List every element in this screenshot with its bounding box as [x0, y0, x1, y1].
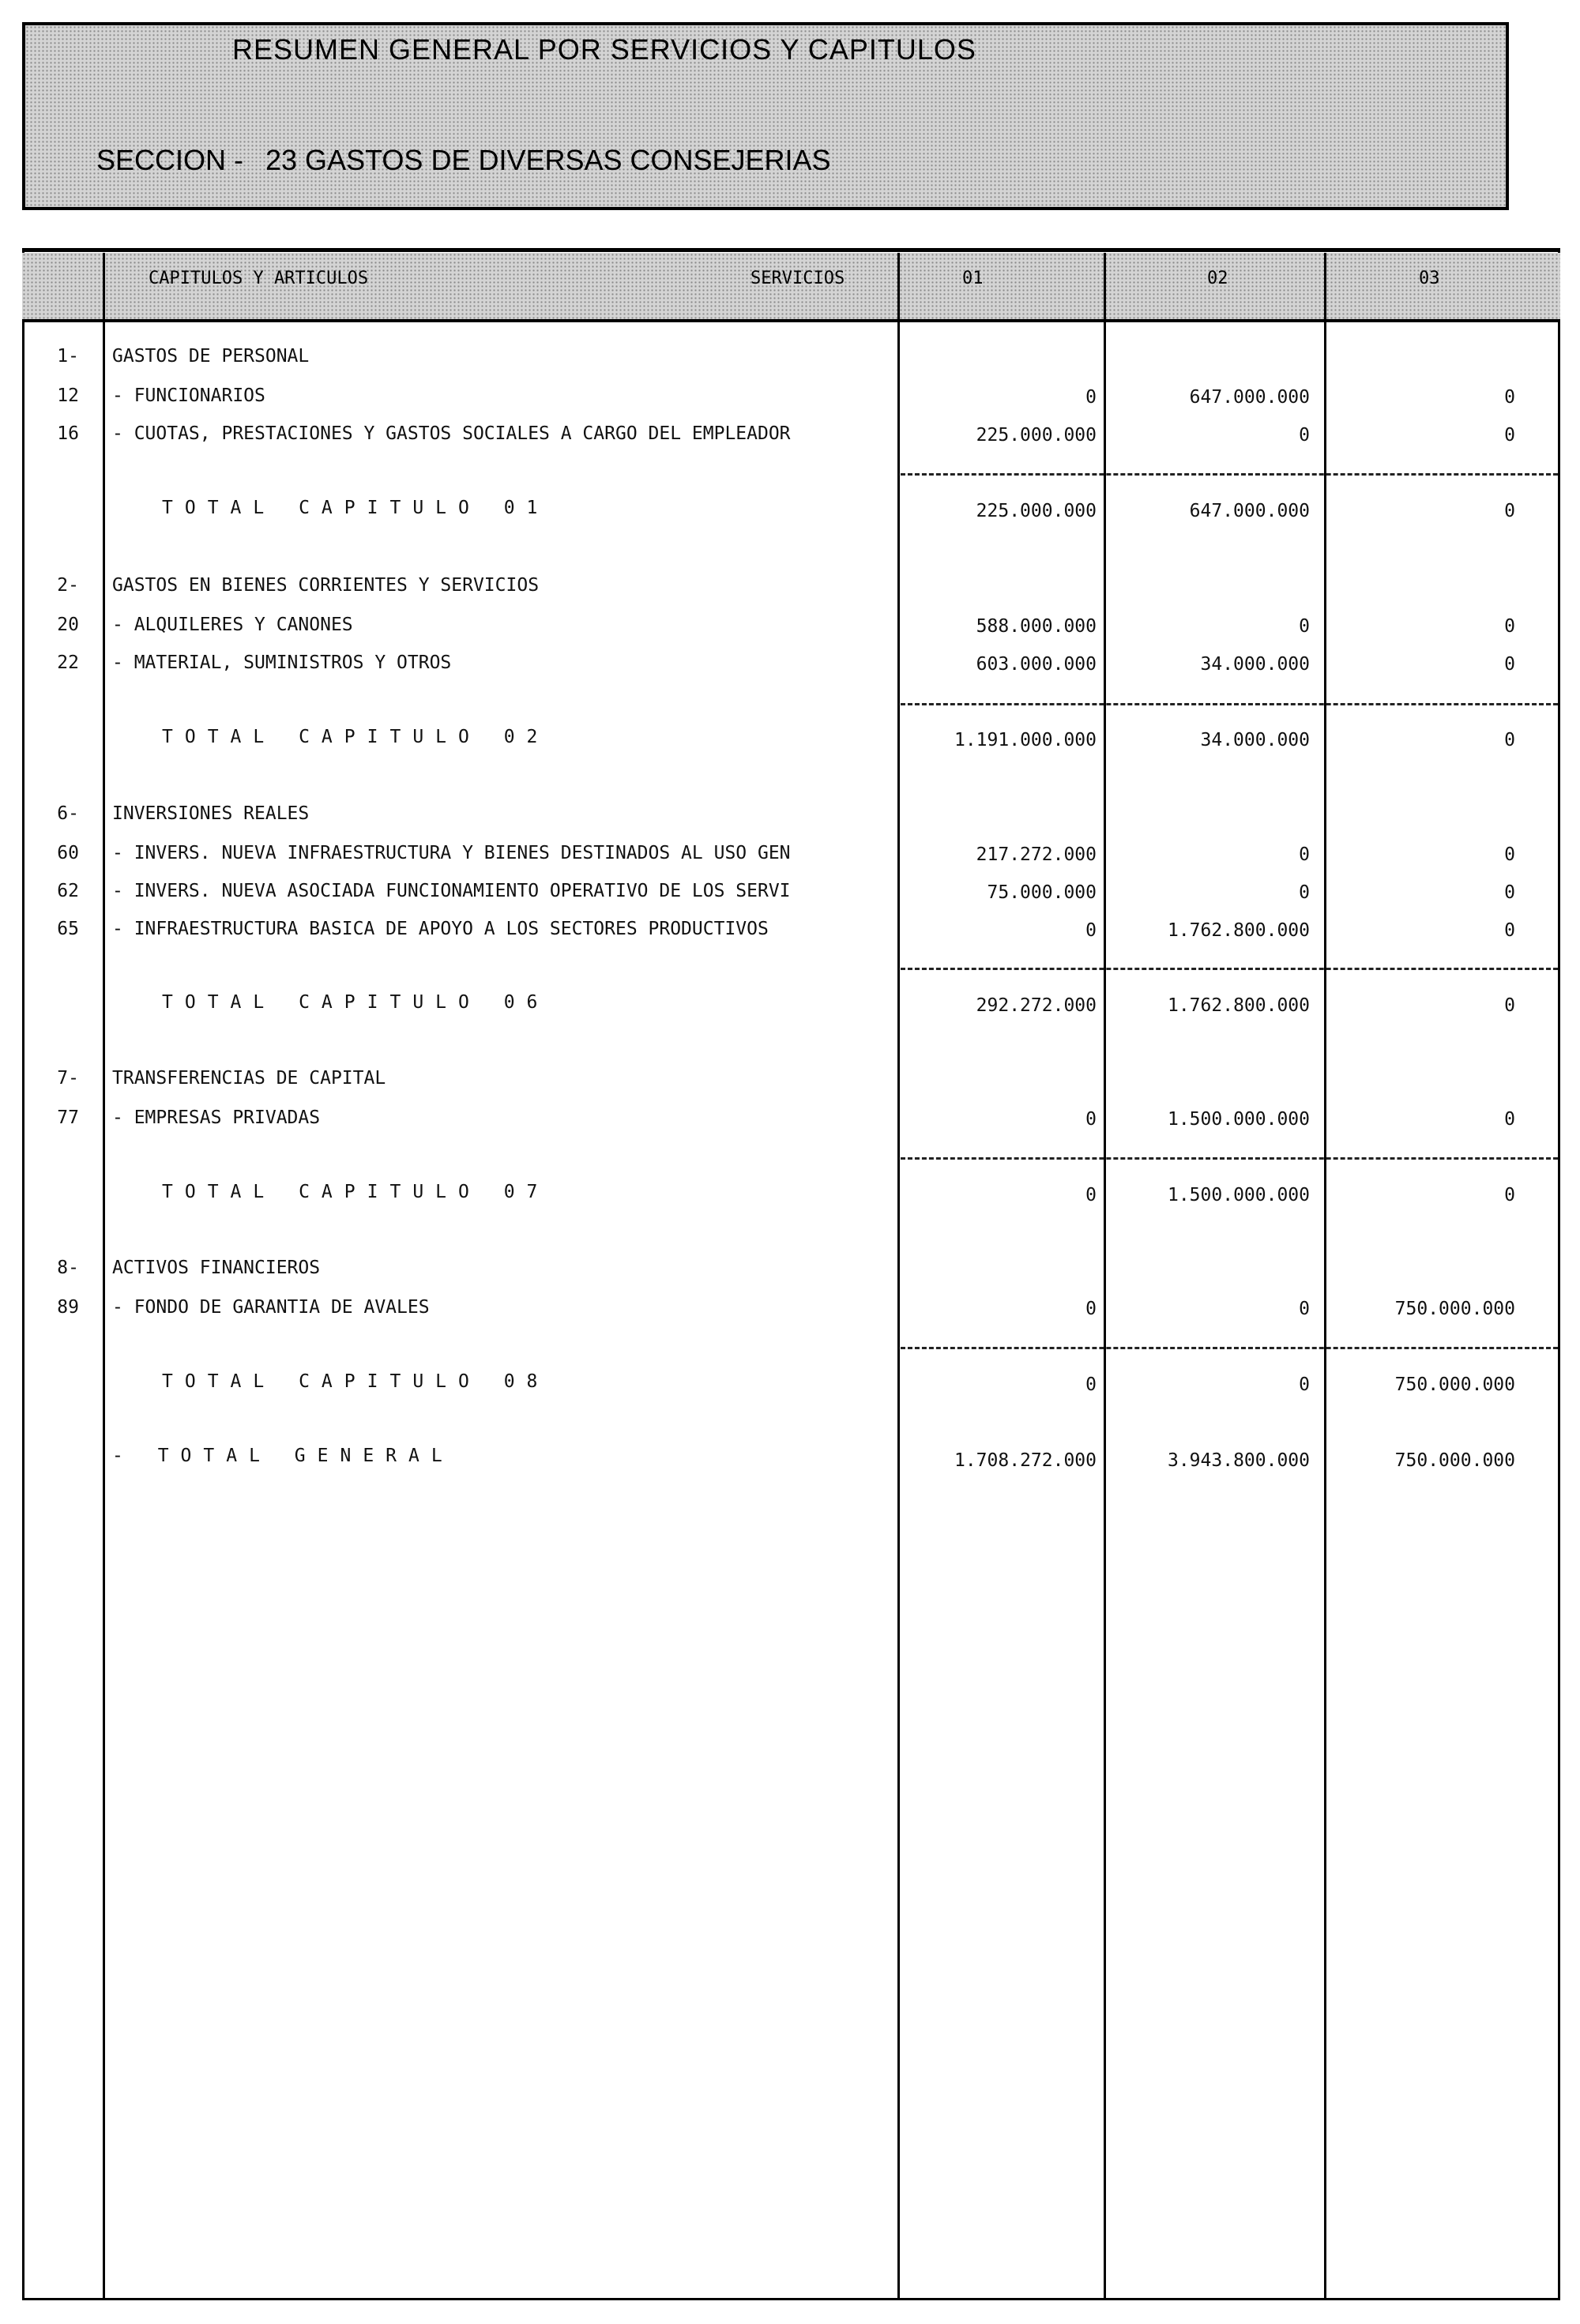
article-label: - MATERIAL, SUMINISTROS Y OTROS	[112, 652, 452, 673]
report-header	[22, 22, 1509, 210]
report-title: RESUMEN GENERAL POR SERVICIOS Y CAPITULOS	[232, 33, 976, 66]
row-code: 1-	[57, 346, 79, 367]
total-service-02: 0	[1299, 1374, 1310, 1395]
value-service-01: 0	[1085, 387, 1097, 408]
column-divider	[897, 253, 900, 2299]
grand-total-service-01: 1.708.272.000	[954, 1450, 1097, 1471]
total-service-01: 292.272.000	[976, 995, 1097, 1016]
value-service-03: 0	[1504, 882, 1515, 903]
row-code: 62	[57, 881, 79, 901]
article-label: - EMPRESAS PRIVADAS	[112, 1107, 321, 1128]
col-header-servicios: SERVICIOS	[750, 269, 845, 288]
row-code: 89	[57, 1297, 79, 1318]
article-label: - INFRAESTRUCTURA BASICA DE APOYO A LOS SECTORES PRODUCTIVOS	[112, 919, 769, 939]
row-code: 6-	[57, 803, 79, 824]
chapter-total-label: TOTAL CAPITULO 01	[162, 498, 550, 518]
col-header-service-01: 01	[962, 269, 984, 288]
subtotal-divider	[901, 1347, 1558, 1349]
section-label: SECCION -	[96, 144, 244, 176]
chapter-total-label: TOTAL CAPITULO 02	[162, 727, 550, 747]
section-name: 23 GASTOS DE DIVERSAS CONSEJERIAS	[265, 144, 831, 176]
value-service-01: 0	[1085, 1299, 1097, 1319]
value-service-01: 588.000.000	[976, 616, 1097, 637]
total-service-03: 0	[1504, 1185, 1515, 1205]
subtotal-divider	[901, 1157, 1558, 1160]
article-label: - FONDO DE GARANTIA DE AVALES	[112, 1297, 430, 1318]
value-service-01: 217.272.000	[976, 844, 1097, 865]
value-service-02: 0	[1299, 616, 1310, 637]
column-divider	[1104, 253, 1106, 2299]
total-service-01: 1.191.000.000	[954, 730, 1097, 750]
total-service-02: 647.000.000	[1189, 501, 1310, 521]
row-code: 7-	[57, 1068, 79, 1089]
total-service-03: 0	[1504, 995, 1515, 1016]
value-service-03: 750.000.000	[1394, 1299, 1515, 1319]
value-service-03: 0	[1504, 616, 1515, 637]
subtotal-divider	[901, 968, 1558, 970]
value-service-01: 0	[1085, 920, 1097, 941]
value-service-01: 75.000.000	[987, 882, 1097, 903]
article-label: - ALQUILERES Y CANONES	[112, 615, 353, 635]
col-header-service-03: 03	[1419, 269, 1440, 288]
grand-total-label: - TOTAL GENERAL	[112, 1446, 454, 1466]
table-header	[22, 253, 1560, 322]
value-service-02: 0	[1299, 844, 1310, 865]
value-service-01: 225.000.000	[976, 425, 1097, 446]
column-divider	[1324, 253, 1326, 2299]
chapter-heading: ACTIVOS FINANCIEROS	[112, 1258, 321, 1278]
subtotal-divider	[901, 703, 1558, 705]
value-service-02: 0	[1299, 882, 1310, 903]
row-code: 22	[57, 652, 79, 673]
chapter-heading: TRANSFERENCIAS DE CAPITAL	[112, 1068, 386, 1089]
total-service-01: 0	[1085, 1374, 1097, 1395]
row-code: 12	[57, 385, 79, 406]
row-code: 8-	[57, 1258, 79, 1278]
chapter-heading: INVERSIONES REALES	[112, 803, 310, 824]
value-service-01: 603.000.000	[976, 654, 1097, 675]
row-code: 65	[57, 919, 79, 939]
grand-total-service-03: 750.000.000	[1394, 1450, 1515, 1471]
article-label: - FUNCIONARIOS	[112, 385, 265, 406]
row-code: 20	[57, 615, 79, 635]
chapter-total-label: TOTAL CAPITULO 08	[162, 1371, 550, 1392]
total-service-02: 1.762.800.000	[1167, 995, 1310, 1016]
value-service-03: 0	[1504, 920, 1515, 941]
chapter-heading: GASTOS DE PERSONAL	[112, 346, 310, 367]
chapter-heading: GASTOS EN BIENES CORRIENTES Y SERVICIOS	[112, 575, 540, 596]
value-service-03: 0	[1504, 654, 1515, 675]
value-service-03: 0	[1504, 425, 1515, 446]
value-service-03: 0	[1504, 844, 1515, 865]
value-service-02: 647.000.000	[1189, 387, 1310, 408]
col-header-capitulos: CAPITULOS Y ARTICULOS	[149, 269, 369, 288]
total-service-03: 750.000.000	[1394, 1374, 1515, 1395]
chapter-total-label: TOTAL CAPITULO 07	[162, 1182, 550, 1202]
total-service-03: 0	[1504, 501, 1515, 521]
total-service-01: 0	[1085, 1185, 1097, 1205]
value-service-02: 1.500.000.000	[1167, 1109, 1310, 1130]
article-label: - INVERS. NUEVA ASOCIADA FUNCIONAMIENTO OPERATIVO DE LOS SERVI	[112, 881, 791, 901]
total-service-03: 0	[1504, 730, 1515, 750]
row-code: 2-	[57, 575, 79, 596]
section-heading	[96, 144, 831, 177]
article-label: - INVERS. NUEVA INFRAESTRUCTURA Y BIENES DESTINADOS AL USO GEN	[112, 843, 791, 863]
value-service-02: 0	[1299, 425, 1310, 446]
total-service-01: 225.000.000	[976, 501, 1097, 521]
value-service-03: 0	[1504, 1109, 1515, 1130]
col-header-service-02: 02	[1207, 269, 1228, 288]
value-service-02: 1.762.800.000	[1167, 920, 1310, 941]
value-service-03: 0	[1504, 387, 1515, 408]
value-service-02: 0	[1299, 1299, 1310, 1319]
value-service-01: 0	[1085, 1109, 1097, 1130]
chapter-total-label: TOTAL CAPITULO 06	[162, 992, 550, 1013]
row-code: 60	[57, 843, 79, 863]
grand-total-service-02: 3.943.800.000	[1167, 1450, 1310, 1471]
row-code: 77	[57, 1107, 79, 1128]
column-divider	[103, 253, 105, 2299]
row-code: 16	[57, 423, 79, 444]
subtotal-divider	[901, 473, 1558, 476]
article-label: - CUOTAS, PRESTACIONES Y GASTOS SOCIALES A CARGO DEL EMPLEADOR	[112, 423, 791, 444]
value-service-02: 34.000.000	[1200, 654, 1310, 675]
total-service-02: 1.500.000.000	[1167, 1185, 1310, 1205]
total-service-02: 34.000.000	[1200, 730, 1310, 750]
